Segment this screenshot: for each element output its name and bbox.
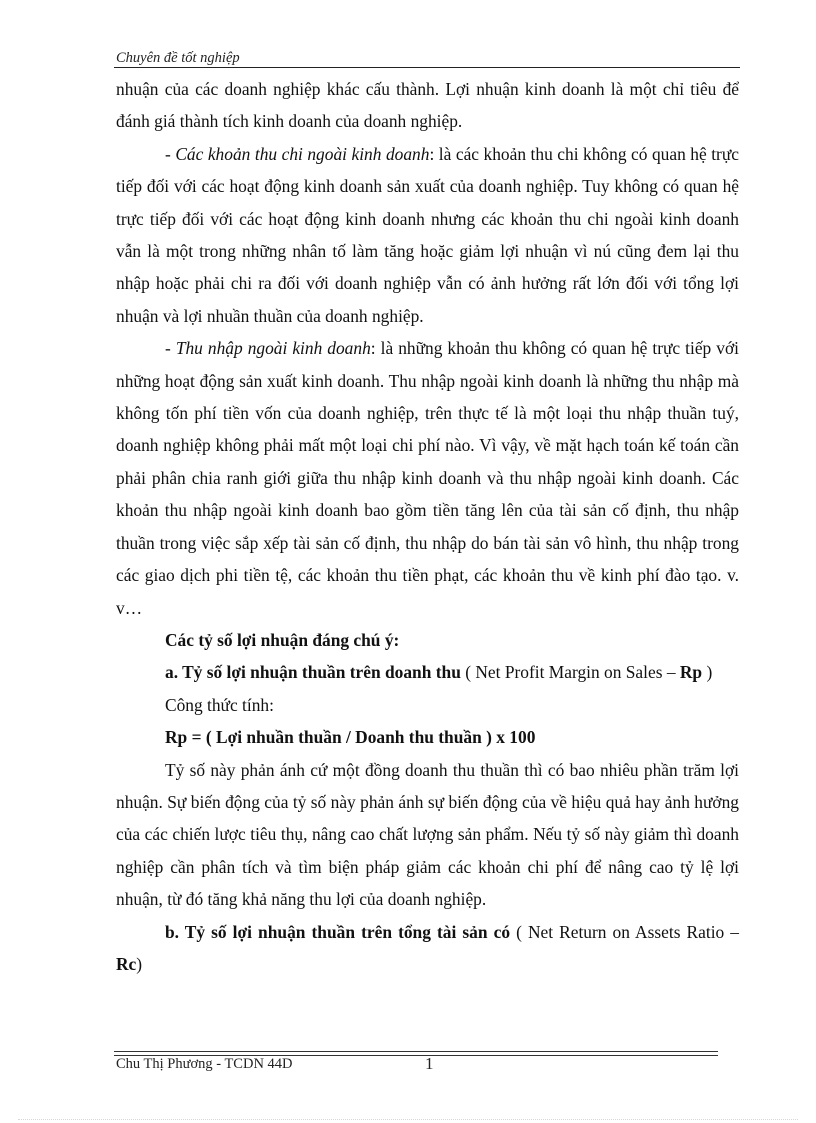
ratio-code-rc: Rc <box>116 953 137 974</box>
formula-label: Công thức tính: <box>165 694 274 715</box>
body-text <box>116 73 739 980</box>
paragraph-non-business-income <box>116 332 739 624</box>
page-edge-line <box>18 1119 798 1120</box>
header-divider <box>114 67 740 68</box>
subsection-a-english: ( Net Profit Margin on Sales – <box>460 662 680 683</box>
footer-divider-top <box>114 1051 718 1052</box>
subsection-a-close: ) <box>702 662 713 683</box>
subsection-b-bold: b. Tỷ số lợi nhuận thuần trên tổng tài sản có <box>165 921 511 942</box>
list-dash: - <box>165 338 176 359</box>
footer-author: Chu Thị Phương - TCDN 44D <box>116 1056 293 1072</box>
definition-text: : là các khoản thu chi không có quan hệ trực tiếp đối với các hoạt động kinh doanh sản xuất của doanh nghiệp. Tuy không có quan hệ trực tiếp đối với các hoạt động kinh doanh nhưng các khoản thu chi ngoài kinh doanh vẫn là một trong những nhân tố làm tăng hoặc giảm lợi nhuận vì nú cũng đem lại thu nhập hoặc phải chi ra đối với doanh nghiệp vẫn có ảnh hưởng rất lớn đối với tổng lợi nhuận và lợi nhuần thuần của doanh nghiệp. <box>116 143 739 326</box>
term-non-business-income-expense: Các khoản thu chi ngoài kinh doanh <box>175 143 430 164</box>
page-header-title: Chuyên đề tốt nghiệp <box>116 50 240 66</box>
subsection-b-close: ) <box>136 953 143 974</box>
subsection-a-bold: a. Tỷ số lợi nhuận thuần trên doanh thu <box>165 662 461 683</box>
definition-text: : là những khoản thu không có quan hệ trực tiếp với những hoạt động sản xuất kinh doanh. Thu nhập ngoài kinh doanh là những thu nhập mà không tốn phí tiền vốn của doanh nghiệp, trên thực tế là một loại thu nhập thuần tuý, doanh nghiệp không phải mất một loại chi phí nào. Vì vậy, về mặt hạch toán kế toán cần phải phân chia ranh giới giữa thu nhập kinh doanh và thu nhập ngoài kinh doanh. Các khoản thu nhập ngoài kinh doanh bao gồm tiền tăng lên của tài sản cố định, thu nhập thuần trong việc sắp xếp tài sản cố định, thu nhập do bán tài sản vô hình, thu nhập trong các giao dịch phi tiền tệ, các khoản thu tiền phạt, các khoản thu về kinh phí đào tạo. v. v… <box>116 338 739 618</box>
section-heading: Các tỷ số lợi nhuận đáng chú ý: <box>165 629 400 650</box>
list-dash: - <box>165 143 176 164</box>
paragraph-non-business-income-expense <box>116 138 739 332</box>
formula-rp: Rp = ( Lợi nhuần thuần / Doanh thu thuần ) x 100 <box>165 727 536 748</box>
paragraph-continuation: nhuận của các doanh nghiệp khác cấu thành. Lợi nhuận kinh doanh là một chỉ tiêu để đánh giá thành tích kinh doanh của doanh nghiệp. <box>116 79 739 132</box>
subsection-b-title <box>116 916 739 981</box>
subsection-a-title <box>116 656 739 688</box>
subsection-b-english: ( Net Return on Assets Ratio – <box>510 921 739 942</box>
term-non-business-income: Thu nhập ngoài kinh doanh <box>175 338 371 359</box>
ratio-code-rp: Rp <box>679 662 703 683</box>
page-number: 1 <box>425 1054 434 1073</box>
paragraph-rp-explanation: Tỷ số này phản ánh cứ một đồng doanh thu thuần thì có bao nhiêu phần trăm lợi nhuận. Sự biến động của tỷ số này phản ánh sự biến động của về hiệu quả hay ảnh hưởng của các chiến lược tiêu thụ, nâng cao chất lượng sản phẩm. Nếu tỷ số này giảm thì doanh nghiệp cần phân tích và tìm biện pháp giảm các khoản chi phí để nâng cao tỷ lệ lợi nhuận, từ đó tăng khả năng thu lợi của doanh nghiệp. <box>116 759 739 910</box>
